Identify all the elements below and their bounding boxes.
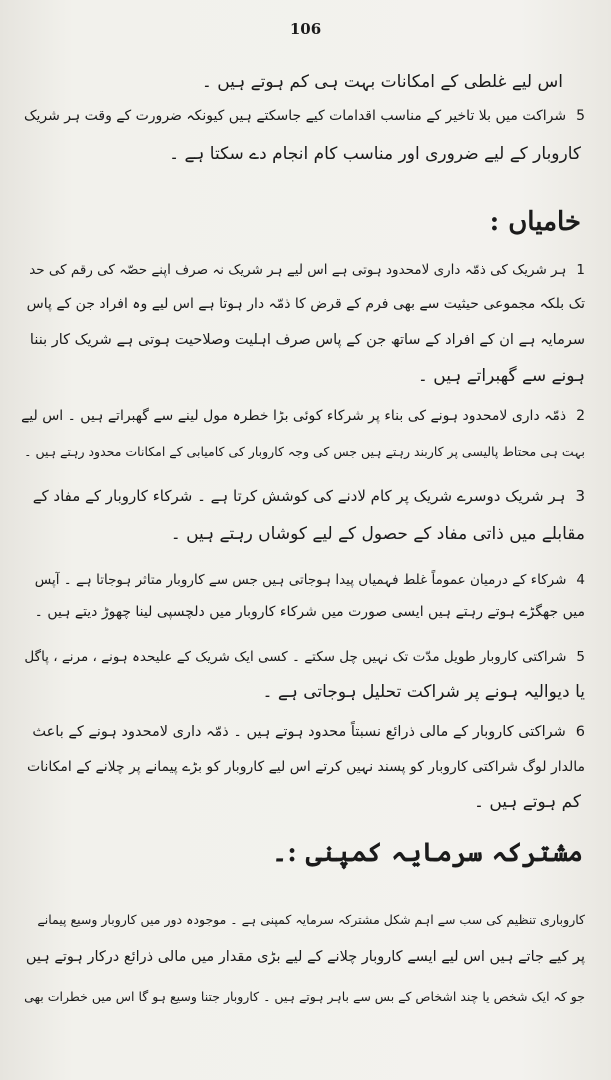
point-number: 5 (576, 649, 585, 665)
intro-line: اس لیے غلطی کے امکانات بہت ہی کم ہوتے ہیں ۔ (201, 72, 563, 92)
company-line-1: کاروباری تنظیم کی سب سے اہم شکل مشترکہ سرمایہ کمپنی ہے ۔ موجودہ دور میں کاروبار وسیع پیمانے (37, 912, 585, 927)
point-text: ہر شریک دوسرے شریک پر کام لادنے کی کوشش کرتا ہے ۔ شرکاء کاروبار کے مفاد کے (32, 487, 566, 505)
drawback-1-line-1 (29, 258, 585, 282)
drawback-4-line-2: میں جھگڑے ہوتے رہتے ہیں ایسی صورت میں شرکاء کاروبار میں دلچسپی لینا چھوڑ دیتے ہیں ۔ (34, 604, 585, 620)
drawback-6-line-1 (32, 720, 585, 744)
point-text: ذمّہ داری لامحدود ہونے کی بناء پر شرکاء کوئی بڑا خطرہ مول لینے سے گھبراتے ہیں ۔ اس لیے (21, 408, 567, 424)
drawback-3-line-2: مقابلے میں ذاتی مفاد کے حصول کے لیے کوشاں رہتے ہیں ۔ (170, 524, 585, 544)
drawback-5-line-2: یا دیوالیہ ہونے پر شراکت تحلیل ہوجاتی ہے ۔ (262, 682, 585, 702)
point-text: شراکتی کاروبار طویل مدّت تک نہیں چل سکتے ۔ کسی ایک شریک کے علیحدہ ہونے ، مرنے ، پاگل (24, 649, 567, 665)
drawback-1-line-2: تک بلکہ مجموعی حیثیت سے بھی فرم کے قرض کا ذمّہ دار ہوتا ہے اس لیے وہ افراد جن کے پاس (26, 296, 585, 312)
drawbacks-heading: خامیاں : (489, 207, 581, 237)
point-text: شراکتی کاروبار کے مالی ذرائع نسبتاً محدود ہوتے ہیں ۔ ذمّہ داری لامحدود ہونے کے باعث (32, 724, 566, 740)
company-line-2: پر کیے جاتے ہیں اس لیے ایسے کاروبار چلانے کے لیے بڑی مقدار میں مالی ذرائع درکار ہوتے ہیں (25, 949, 585, 965)
point-number: 6 (575, 724, 585, 740)
drawback-1-line-4: ہونے سے گھبراتے ہیں ۔ (417, 366, 585, 386)
intro-point-5-line-1 (24, 104, 585, 128)
company-line-3: جو کہ ایک شخص یا چند اشخاص کے بس سے باہر ہوتے ہیں ۔ کاروبار جتنا وسیع ہو گا اس میں خطرات بھی (24, 989, 585, 1004)
point-text: شرکاء کے درمیان عموماً غلط فہمیاں پیدا ہوجاتی ہیں جس سے کاروبار متاثر ہوجاتا ہے ۔ آپس (34, 572, 567, 588)
company-heading: مشترکہ سرمایہ کمپنی :۔ (272, 838, 583, 868)
point-number: 5 (576, 108, 585, 124)
drawback-5-line-1 (24, 645, 585, 669)
drawback-6-line-3: کم ہوتے ہیں ۔ (473, 792, 581, 812)
point-text: شراکت میں بلا تاخیر کے مناسب اقدامات کیے جاسکتے ہیں کیونکہ ضرورت کے وقت ہر شریک (23, 108, 567, 124)
intro-point-5-line-2: کاروبار کے لیے ضروری اور مناسب کام انجام دے سکتا ہے ۔ (169, 144, 581, 164)
point-number: 4 (576, 572, 585, 588)
drawback-4-line-1 (35, 568, 585, 592)
point-number: 1 (576, 262, 585, 278)
drawback-6-line-2: مالدار لوگ شراکتی کاروبار کو پسند نہیں کرتے اس لیے کاروبار کو بڑے پیمانے پر چلانے کے امکانات (27, 759, 585, 775)
point-number: 3 (575, 487, 585, 505)
point-number: 2 (576, 408, 585, 424)
point-text: ہر شریک کی ذمّہ داری لامحدود ہوتی ہے اس لیے ہر شریک نہ صرف اپنے حصّہ کی رقم کی حد (29, 262, 567, 278)
drawback-3-line-1 (33, 484, 585, 508)
drawback-2-line-1 (21, 404, 585, 428)
drawback-1-line-3: سرمایہ ہے ان کے افراد کے ساتھ جن کے پاس صرف اہلیت وصلاحیت ہوتی ہے شریک کار بننا (29, 332, 585, 348)
drawback-2-line-2: بہت ہی محتاط پالیسی پر کاربند رہتے ہیں جس کی وجہ کاروبار کی کامیابی کے امکانات محدود رہتے ہیں ۔ (24, 444, 585, 459)
page-number: 106 (289, 20, 322, 38)
